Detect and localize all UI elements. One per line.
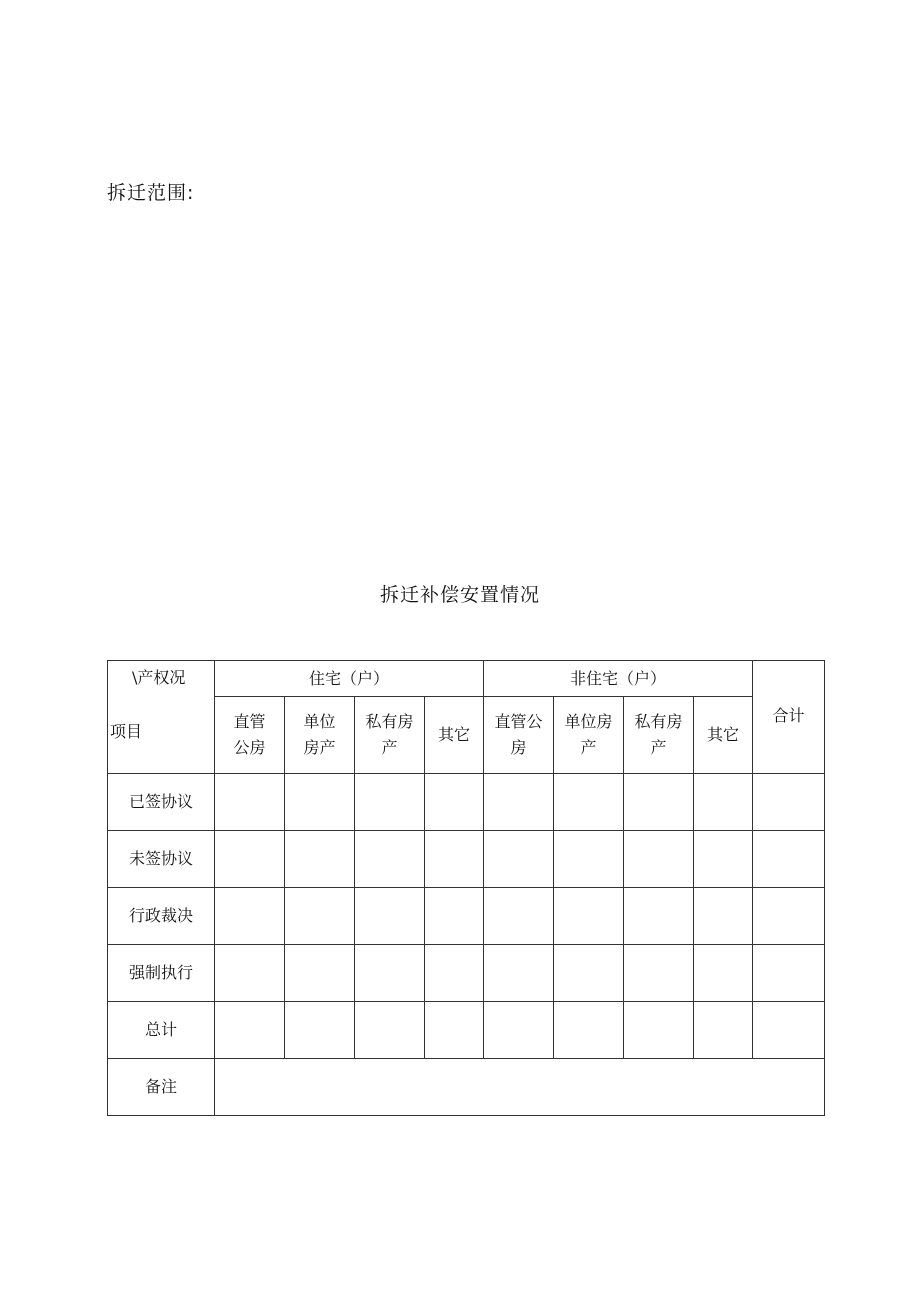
col-header-line2: 公房 — [233, 738, 266, 757]
col-header-line2: 房产 — [303, 738, 336, 757]
data-cell[interactable] — [753, 1002, 825, 1059]
data-cell[interactable] — [694, 888, 753, 945]
row-label-remarks: 备注 — [108, 1059, 215, 1116]
data-cell[interactable] — [215, 774, 285, 831]
data-cell[interactable] — [285, 831, 355, 888]
col-header-res-private — [355, 697, 425, 774]
data-cell[interactable] — [425, 888, 484, 945]
col-header-line1: 私有房 — [365, 712, 414, 731]
col-header-nonres-other: 其它 — [694, 697, 753, 774]
col-header-res-other: 其它 — [425, 697, 484, 774]
data-cell[interactable] — [285, 945, 355, 1002]
data-cell[interactable] — [753, 774, 825, 831]
data-cell[interactable] — [624, 831, 694, 888]
data-cell[interactable] — [554, 945, 624, 1002]
data-cell[interactable] — [753, 888, 825, 945]
data-cell[interactable] — [753, 945, 825, 1002]
table-row — [108, 1059, 825, 1116]
nonresidential-group-header: 非住宅（户） — [484, 661, 753, 697]
data-cell[interactable] — [554, 888, 624, 945]
data-cell[interactable] — [484, 831, 554, 888]
data-cell[interactable] — [215, 888, 285, 945]
col-header-line1: 直管公 — [494, 712, 543, 731]
residential-group-header: 住宅（户） — [215, 661, 484, 697]
data-cell[interactable] — [425, 945, 484, 1002]
table-row — [108, 945, 825, 1002]
data-cell[interactable] — [554, 1002, 624, 1059]
data-cell[interactable] — [215, 1002, 285, 1059]
col-header-res-direct — [215, 697, 285, 774]
data-cell[interactable] — [484, 774, 554, 831]
col-header-line1: 私有房 — [634, 712, 683, 731]
row-label-ruling: 行政裁决 — [108, 888, 215, 945]
compensation-table — [107, 660, 825, 1116]
col-header-nonres-unit — [554, 697, 624, 774]
col-header-line1: 单位房 — [564, 712, 613, 731]
data-cell[interactable] — [624, 1002, 694, 1059]
data-cell[interactable] — [425, 774, 484, 831]
corner-property-label: \产权况 — [132, 668, 186, 687]
data-cell[interactable] — [355, 831, 425, 888]
data-cell[interactable] — [624, 774, 694, 831]
data-cell[interactable] — [215, 831, 285, 888]
section-title: 拆迁补偿安置情况 — [379, 584, 540, 606]
col-header-line1: 单位 — [303, 712, 336, 731]
data-cell[interactable] — [285, 888, 355, 945]
table-row — [108, 1002, 825, 1059]
corner-item-label: 项目 — [110, 722, 143, 741]
row-label-enforcement: 强制执行 — [108, 945, 215, 1002]
row-label-signed: 已签协议 — [108, 774, 215, 831]
data-cell[interactable] — [753, 831, 825, 888]
col-header-line2: 产 — [580, 738, 597, 757]
row-label-unsigned: 未签协议 — [108, 831, 215, 888]
table-row — [108, 831, 825, 888]
remarks-cell[interactable] — [215, 1059, 825, 1116]
total-header: 合计 — [753, 661, 825, 774]
data-cell[interactable] — [694, 1002, 753, 1059]
data-cell[interactable] — [355, 945, 425, 1002]
data-cell[interactable] — [624, 888, 694, 945]
data-cell[interactable] — [355, 1002, 425, 1059]
col-header-line2: 产 — [381, 738, 398, 757]
col-header-line2: 产 — [650, 738, 667, 757]
data-cell[interactable] — [215, 945, 285, 1002]
demolition-scope-label: 拆迁范围: — [107, 182, 195, 204]
data-cell[interactable] — [484, 888, 554, 945]
data-cell[interactable] — [554, 774, 624, 831]
table-row — [108, 774, 825, 831]
data-cell[interactable] — [694, 774, 753, 831]
table-row — [108, 888, 825, 945]
col-header-nonres-private — [624, 697, 694, 774]
col-header-line2: 房 — [510, 738, 527, 757]
data-cell[interactable] — [285, 1002, 355, 1059]
data-cell[interactable] — [355, 774, 425, 831]
col-header-res-unit — [285, 697, 355, 774]
col-header-line1: 直管 — [233, 712, 266, 731]
data-cell[interactable] — [484, 945, 554, 1002]
data-cell[interactable] — [554, 831, 624, 888]
data-cell[interactable] — [484, 1002, 554, 1059]
row-label-total: 总计 — [108, 1002, 215, 1059]
data-cell[interactable] — [425, 1002, 484, 1059]
col-header-nonres-direct — [484, 697, 554, 774]
data-cell[interactable] — [694, 831, 753, 888]
data-cell[interactable] — [624, 945, 694, 1002]
corner-header-cell — [108, 661, 215, 774]
data-cell[interactable] — [694, 945, 753, 1002]
data-cell[interactable] — [285, 774, 355, 831]
data-cell[interactable] — [425, 831, 484, 888]
data-cell[interactable] — [355, 888, 425, 945]
